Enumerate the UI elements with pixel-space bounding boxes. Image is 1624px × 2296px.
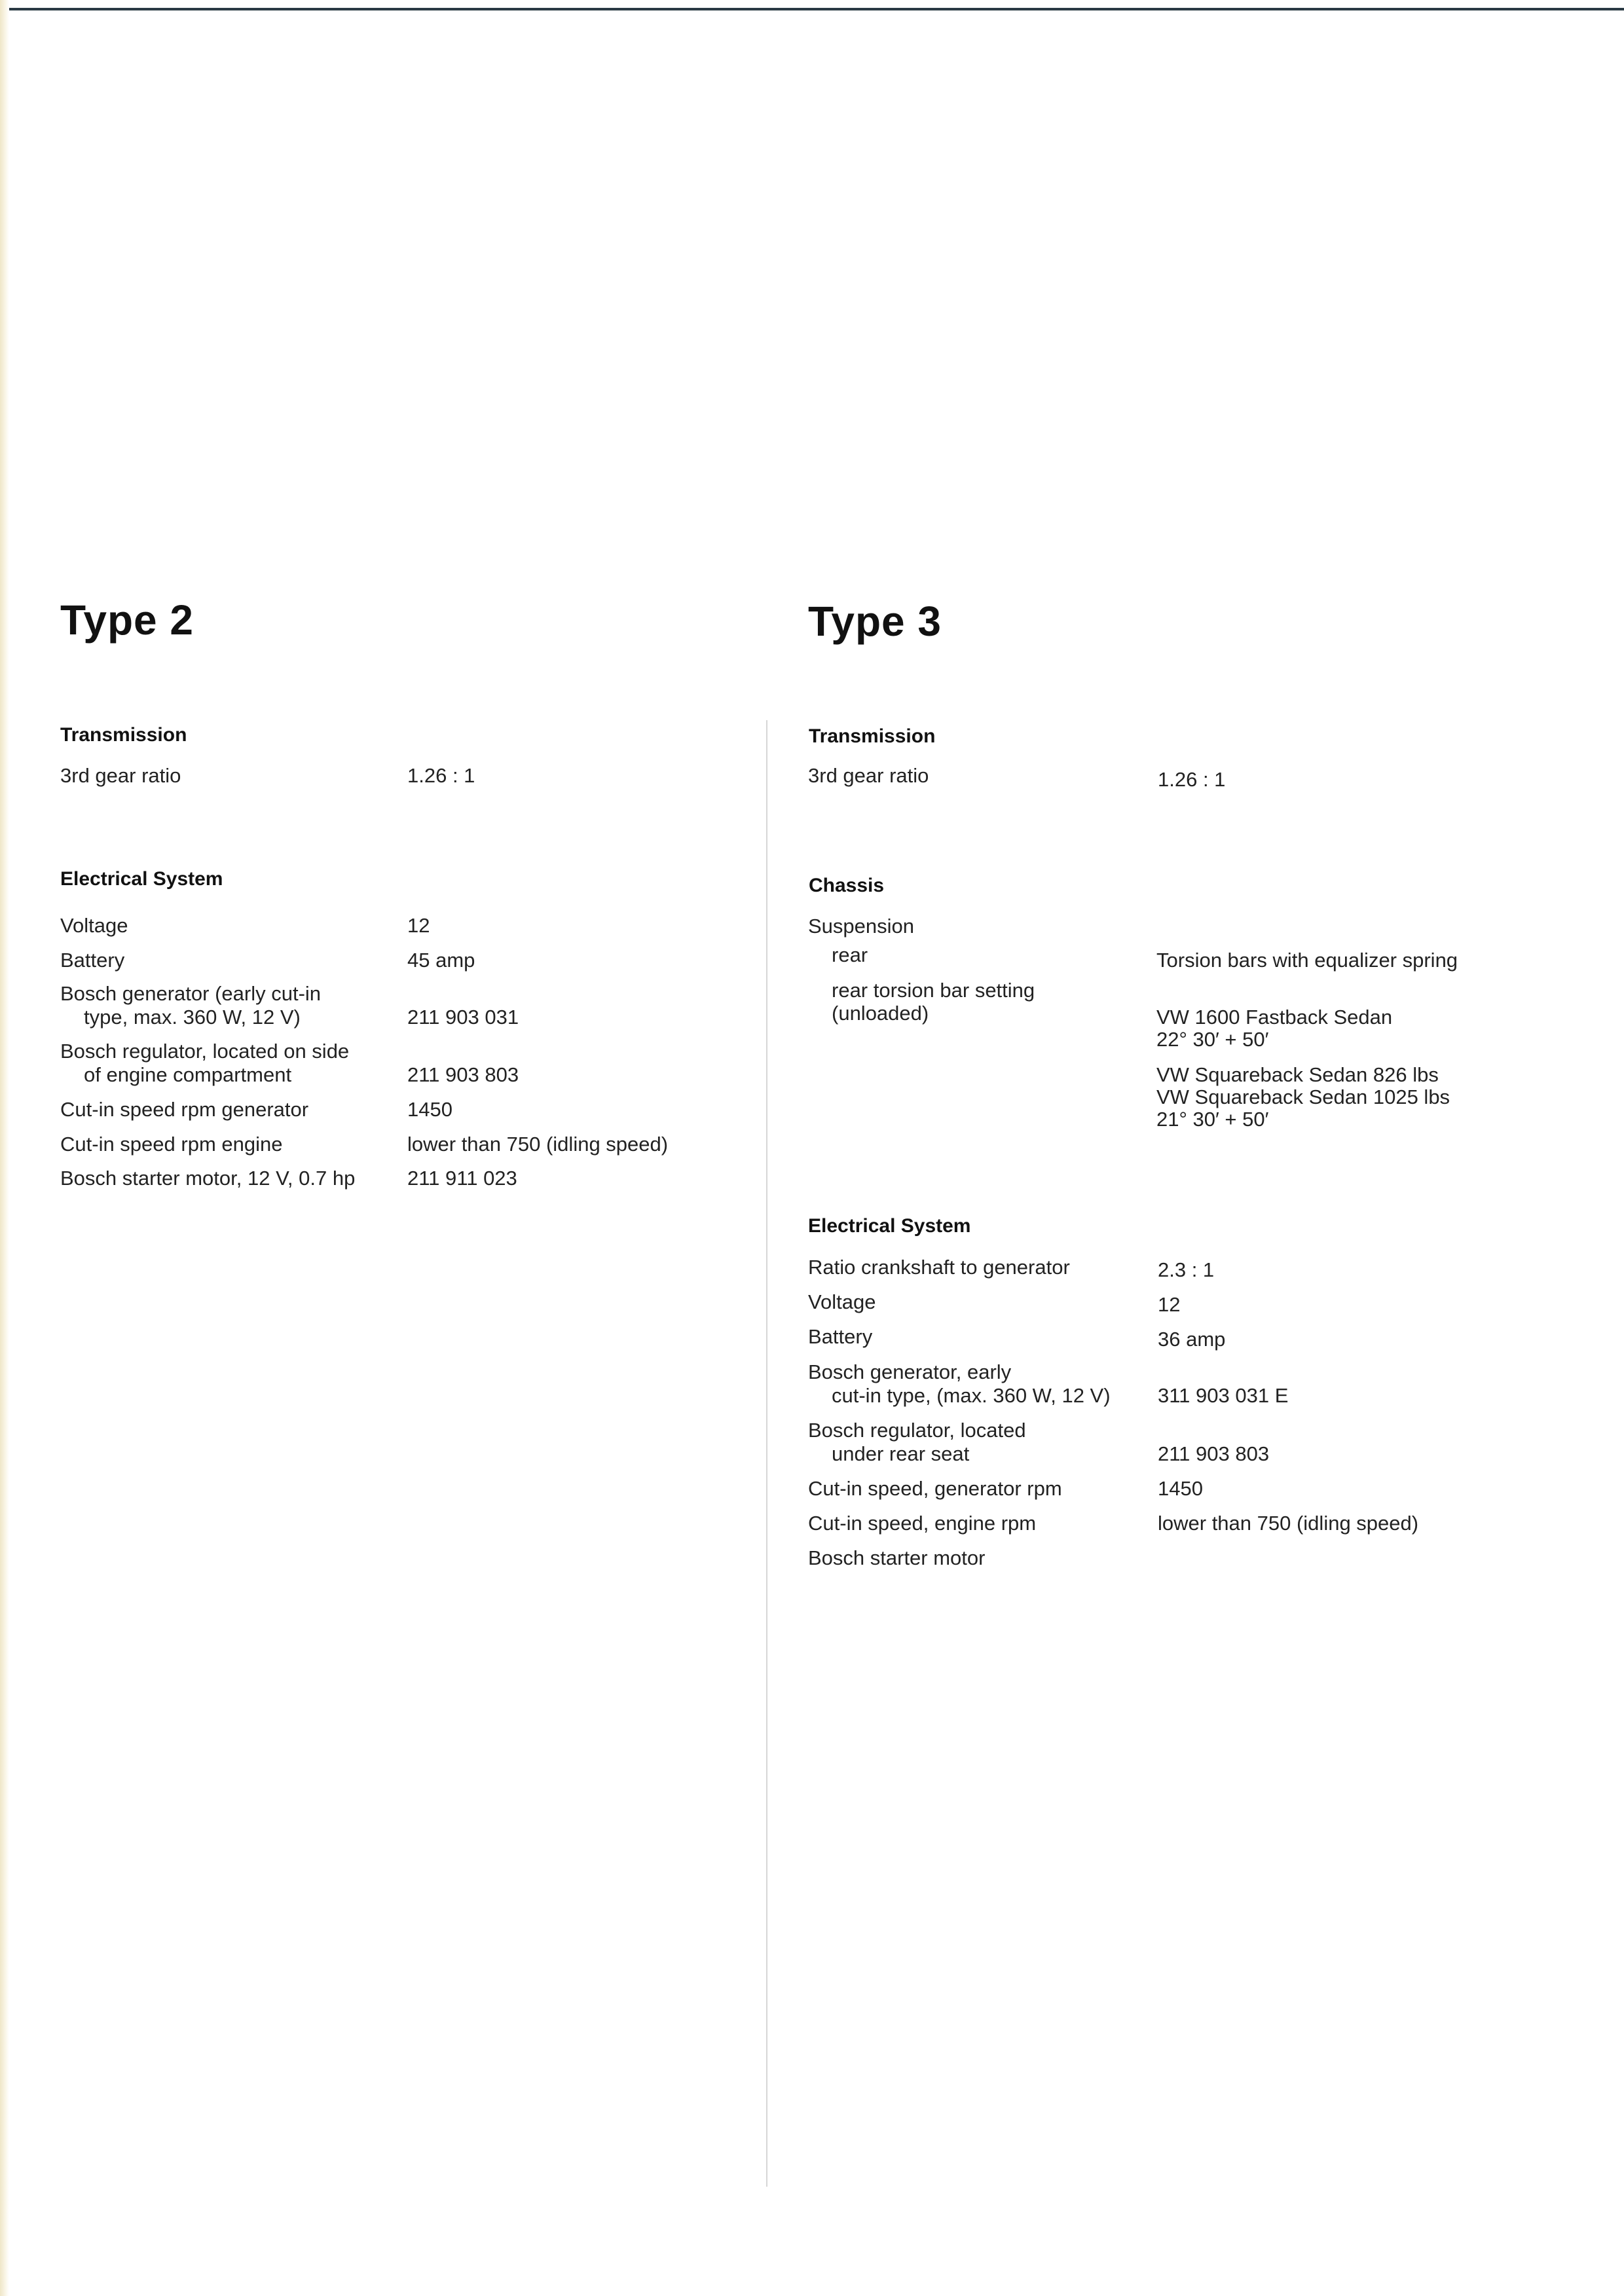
type3-cutin-generator-value: 1450 xyxy=(1158,1477,1203,1500)
type3-regulator-value: 211 903 803 xyxy=(1158,1442,1270,1465)
type3-heading: Type 3 xyxy=(808,598,942,645)
type3-gear-ratio-value: 1.26 : 1 xyxy=(1158,768,1226,791)
type2-cutin-engine-value: lower than 750 (idling speed) xyxy=(407,1133,669,1156)
type3-chassis-heading: Chassis xyxy=(809,875,885,896)
type2-cutin-engine-label: Cut-in speed rpm engine xyxy=(60,1133,283,1156)
type3-starter-label: Bosch starter motor xyxy=(808,1546,986,1569)
top-edge-rule xyxy=(0,8,1624,10)
column-divider xyxy=(766,720,767,2187)
type2-cutin-generator-value: 1450 xyxy=(407,1098,452,1121)
type3-torsion-setting-label-cont: (unloaded) xyxy=(832,1002,929,1025)
type3-crank-ratio-label: Ratio crankshaft to generator xyxy=(808,1256,1070,1279)
page-binding-edge xyxy=(0,0,9,2296)
type3-generator-label-cont: cut-in type, (max. 360 W, 12 V) xyxy=(832,1384,1111,1407)
type2-cutin-generator-label: Cut-in speed rpm generator xyxy=(60,1098,309,1121)
type2-generator-value: 211 903 031 xyxy=(407,1006,519,1029)
type2-starter-value: 211 911 023 xyxy=(407,1167,517,1190)
type3-battery-label: Battery xyxy=(808,1325,873,1348)
type3-cutin-engine-label: Cut-in speed, engine rpm xyxy=(808,1512,1037,1535)
type3-voltage-label: Voltage xyxy=(808,1290,876,1313)
type3-generator-label: Bosch generator, early xyxy=(808,1360,1012,1383)
type2-voltage-value: 12 xyxy=(407,914,430,937)
type3-squareback-model-2: VW Squareback Sedan 1025 lbs xyxy=(1156,1085,1450,1108)
type3-fastback-setting: 22° 30′ + 50′ xyxy=(1156,1028,1269,1051)
type3-fastback-model: VW 1600 Fastback Sedan xyxy=(1156,1006,1393,1029)
type3-battery-value: 36 amp xyxy=(1158,1328,1226,1351)
type3-regulator-label-cont: under rear seat xyxy=(832,1442,970,1465)
type2-heading: Type 2 xyxy=(60,596,194,644)
type2-gear-ratio-label: 3rd gear ratio xyxy=(60,764,181,787)
type3-cutin-engine-value: lower than 750 (idling speed) xyxy=(1158,1512,1419,1535)
type3-squareback-model-1: VW Squareback Sedan 826 lbs xyxy=(1156,1063,1439,1086)
type2-gear-ratio-value: 1.26 : 1 xyxy=(407,764,475,787)
type3-squareback-setting: 21° 30′ + 50′ xyxy=(1156,1108,1269,1131)
type2-starter-label: Bosch starter motor, 12 V, 0.7 hp xyxy=(60,1167,356,1190)
type3-rear-value: Torsion bars with equalizer spring xyxy=(1156,949,1458,972)
type3-electrical-heading: Electrical System xyxy=(808,1215,971,1237)
type2-transmission-heading: Transmission xyxy=(60,724,187,746)
type2-regulator-label: Bosch regulator, located on side xyxy=(60,1040,350,1063)
type2-voltage-label: Voltage xyxy=(60,914,128,937)
type3-voltage-value: 12 xyxy=(1158,1293,1181,1316)
type2-battery-label: Battery xyxy=(60,949,125,972)
type2-regulator-value: 211 903 803 xyxy=(407,1063,519,1086)
type2-generator-label: Bosch generator (early cut-in xyxy=(60,982,322,1005)
type3-suspension-label: Suspension xyxy=(808,915,915,938)
type3-gear-ratio-label: 3rd gear ratio xyxy=(808,764,929,787)
type2-generator-label-cont: type, max. 360 W, 12 V) xyxy=(84,1006,301,1029)
type3-generator-value: 311 903 031 E xyxy=(1158,1384,1289,1407)
type3-torsion-setting-label: rear torsion bar setting xyxy=(832,979,1035,1002)
type3-crank-ratio-value: 2.3 : 1 xyxy=(1158,1258,1215,1281)
type3-regulator-label: Bosch regulator, located xyxy=(808,1419,1026,1442)
type2-regulator-label-cont: of engine compartment xyxy=(84,1063,292,1086)
type3-cutin-generator-label: Cut-in speed, generator rpm xyxy=(808,1477,1062,1500)
type2-battery-value: 45 amp xyxy=(407,949,475,972)
type3-rear-label: rear xyxy=(832,943,868,966)
type2-electrical-heading: Electrical System xyxy=(60,868,223,890)
type3-transmission-heading: Transmission xyxy=(809,725,936,747)
